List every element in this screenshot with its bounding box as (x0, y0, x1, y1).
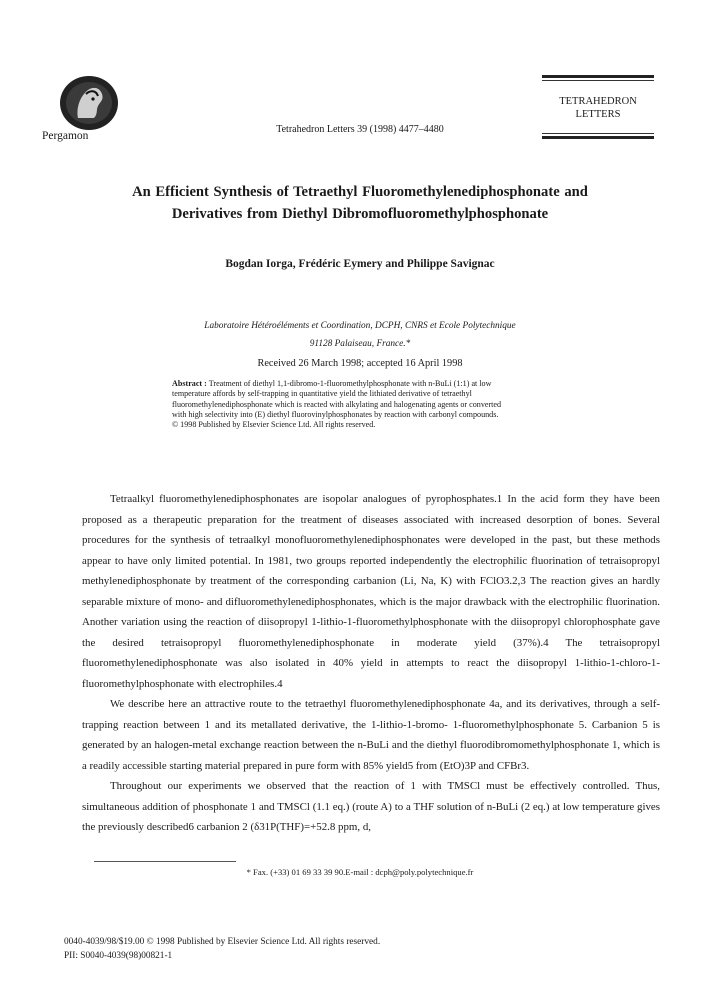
title-line: Derivatives from Diethyl Dibromofluoromethylphosphonate (171, 206, 549, 222)
journal-brand-line1: TETRAHEDRON (559, 96, 637, 107)
body-line: 1-fluoromethylphosphonate 5. Carbanion 5 is generated by an halogen-metal exchange reaction between the (82, 718, 660, 751)
abstract-label: Abstract : (172, 379, 207, 388)
publisher-name: Pergamon (42, 130, 89, 142)
footnote: * Fax. (+33) 01 69 33 39 90.E-mail : dcph@poly.polytechnique.fr (246, 867, 474, 877)
body-line: We describe here an attractive route to the tetraethyl fluoromethylenediphosphonate 4a, and its (110, 698, 537, 710)
received-dates: Received 26 March 1998; accepted 16 April 1998 (257, 358, 463, 369)
pii-line: PII: S0040-4039(98)00821-1 (64, 951, 173, 961)
paragraph (82, 694, 660, 776)
abstract-text: Treatment of diethyl 1,1-dibromo-1-fluoromethylphosphonate with n-BuLi (1:1) at low (208, 379, 492, 388)
body-line: desorption of bones. Several procedures for the synthesis of tetraalkyl monofluoromethylenediphosphonates (82, 513, 660, 546)
journal-brand-name (542, 95, 654, 121)
copyright-line: © 1998 Published by Elsevier Science Ltd. All rights reserved. (172, 420, 376, 430)
brand-rule (542, 136, 654, 139)
body-line: Another variation using the reaction of diisopropyl 1-lithio-1-fluoromethylphosphonate with the diisopropyl (82, 616, 561, 628)
abstract-line: temperature affords by self-trapping in quantitative yield the lithiated derivative of tetraethyl (172, 389, 472, 399)
abstract-line (172, 379, 552, 389)
body-line: chlorophosphate gave the desired tetraisopropyl fluoromethylenediphosphonate in moderate yield (37%).4 The (82, 616, 660, 649)
journal-brand-line2: LETTERS (575, 109, 621, 120)
body-line: derivatives, through a self-trapping reaction between 1 and its metallated derivative, the 1-lithio-1-bromo- (82, 698, 661, 731)
title-line: An Efficient Synthesis of Tetraethyl Fluoromethylenediphosphonate and (132, 184, 588, 200)
body-line: Throughout our experiments we observed that the reaction of 1 with TMSCl must be effectively (110, 780, 577, 792)
journal-reference: Tetrahedron Letters 39 (1998) 4477–4480 (276, 124, 444, 135)
body-line: the corresponding carbanion (Li, Na, K) with FClO3.2,3 The reaction gives an hardly separable mixture of (82, 575, 661, 608)
issn-line: 0040-4039/98/$19.00 © 1998 Published by Elsevier Science Ltd. All rights reserved. (64, 937, 381, 947)
affiliation-address: 91128 Palaiseau, France.* (309, 339, 411, 349)
body-line: 1-lithio-1-chloro-1-fluoromethylphosphonate with electrophiles.4 (82, 657, 660, 690)
body-line: reported independently the electrophilic fluorination of tetraisopropyl methylenediphosphonate by treatment of (82, 554, 660, 587)
paragraph (82, 776, 660, 838)
body-line: were developed in the past, but these methods appear to have only limited potential. In 1981, two groups (82, 534, 660, 567)
abstract-line: fluoromethylenediphosphonate which is reacted with alkylating and halogenating agents or converted (172, 399, 502, 409)
brand-rule (542, 80, 654, 81)
abstract (172, 379, 552, 430)
footnote-rule (94, 861, 236, 862)
body-line: Tetraalkyl fluoromethylenediphosphonates are isopolar analogues of pyrophosphates.1 In the acid form (110, 493, 585, 505)
body-line: mono- and difluoromethylenediphosphonates, which is the major drawback with the electrophilic fluorination. (175, 595, 661, 608)
body-line: tetraisopropyl fluoromethylenediphosphonate was also isolated in 40% yield in attempts to react the diisopropyl (82, 636, 660, 669)
body-line: n-BuLi (2 eq.) at low temperature gives the previously described6 carbanion 2 (δ31P(THF)=+52.8 ppm, d, (82, 800, 660, 833)
body-line: controlled. Thus, simultaneous addition of phosphonate 1 and TMSCl (1.1 eq.) (route A) to a THF solution of (82, 780, 660, 813)
article-title (60, 181, 660, 225)
journal-brand (542, 75, 654, 139)
abstract-line: with high selectivity into (E) diethyl fluorovinylphosphonates by reaction with carbonyl compounds. (172, 409, 499, 419)
body-line: they have been proposed as a therapeutic preparation for the treatment of diseases associated with increased (82, 493, 660, 526)
paragraph (82, 489, 660, 694)
body-line: n-BuLi and the diethyl fluorodibromomethylphosphonate 1, which is a readily accessible starting material (82, 739, 660, 772)
authors: Bogdan Iorga, Frédéric Eymery and Philippe Savignac (225, 258, 495, 270)
affiliation: Laboratoire Hétéroéléments et Coordination, DCPH, CNRS et Ecole Polytechnique (204, 321, 516, 331)
body-line: prepared in pure form with 85% yield5 from (EtO)3P and CFBr3. (243, 759, 530, 772)
body-text (82, 489, 660, 838)
